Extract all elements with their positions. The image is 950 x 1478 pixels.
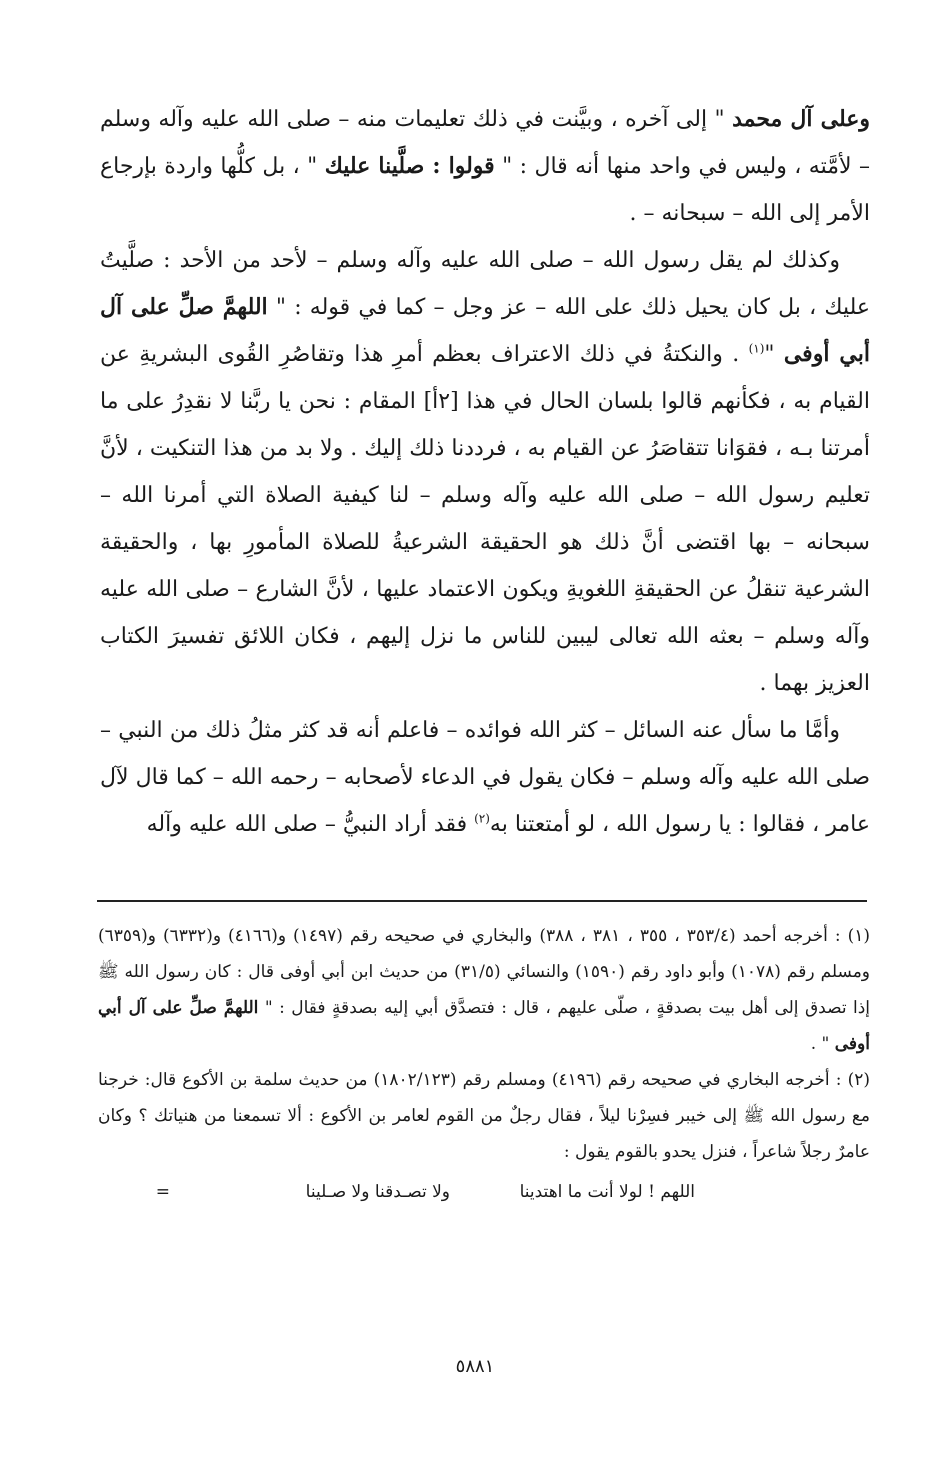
bold-phrase: وعلى آل محمد [732, 106, 871, 132]
verse-first-hemistich: اللهم ! لولا أنت ما اهتدينا [519, 1182, 695, 1202]
paragraph-2 [100, 237, 870, 707]
footnote-1 [98, 918, 870, 1062]
text-run: " . [810, 1034, 835, 1054]
text-run: " [764, 342, 784, 367]
text-run: " ، بل كلُّها واردة بإرجاع الأمر إلى الله – سبحانه – . [100, 154, 870, 226]
text-run: (٢) : أخرجه البخاري في صحيحه رقم (٤١٩٦) ومسلم رقم (١٨٠٢/١٢٣) من حديث سلمة بن الأكوع قال: خرجنا مع رسول الله ﷺ إلى خيبر فسِرْنا ليلاً ، فقال رجلٌ من القوم لعامر بن الأكوع : ألا تسمعنا من هنياتك ؟ وكان عامرٌ رجلاً شاعراً ، فنزل يحدو بالقوم يقول : [98, 1070, 870, 1162]
footnote-divider [97, 900, 867, 902]
bold-phrase: اللهمَّ صلِّ على آل أبي أوفى [98, 998, 870, 1054]
paragraph-1 [100, 96, 870, 237]
poem-verse [98, 1174, 870, 1214]
footnote-2 [98, 1062, 870, 1170]
footnote-ref-1[interactable]: (١) [748, 341, 765, 356]
continuation-mark: = [155, 1182, 170, 1202]
text-run: (١) : أخرجه أحمد (٣٥٣/٤ ، ٣٥٥ ، ٣٨١ ، ٣٨٨) والبخاري في صحيحه رقم (١٤٩٧) و(٤١٦٦) و(٦٣٣٢) و(٦٣٥٩) ومسلم رقم (١٠٧٨) وأبو داود رقم (١٥٩٠) والنسائي (٣١/٥) من حديث ابن أبي أوفى قال : كان رسول الله ﷺ إذا تصدق إلى أهل بيت بصدقةٍ ، صلّى عليهم ، قال : فتصدَّق أبي إليه بصدقةٍ فقال : " [98, 926, 871, 1018]
text-run: وأمَّا ما سأل عنه السائل – كثر الله فوائده – فاعلم أنه قد كثر مثلُ ذلك من النبي – صلى الله عليه وآله وسلم – فكان يقول في الدعاء لأصحابه – رحمه الله – كما قال لآل عامر ، فقالوا : يا رسول الله ، لو أمتعتنا به [100, 718, 871, 837]
text-run: . والنكتةُ في ذلك الاعتراف بعظم أمرِ هذا وتقاصُرِ القُوى البشريةِ عن القيام به ، فكأنهم قالوا بلسان الحال في هذا [٢أ] المقام : نحن يا ربَّنا لا نقدِرُ على ما أمرتنا بـه ، فقوَانا تتقاصَرُ عن القيام به ، فرددنا ذلك إليك . ولا بد من هذا التنكيت ، لأنَّ تعليم رسول الله – صلى الله عليه وآله وسلم – لنا كيفية الصلاة التي أمرنا الله – سبحانه – بها اقتضى أنَّ ذلك هو الحقيقة الشرعيةُ للصلاة المأمورِ بها ، والحقيقة الشرعية تنقلُ عن الحقيقةِ اللغويةِ ويكون الاعتماد عليها ، لأنَّ الشارع – صلى الله عليه وآله وسلم – بعثه الله تعالى ليبين للناس ما نزل إليهم ، فكان اللائق تفسيرَ الكتاب العزيز بهما . [100, 342, 870, 696]
text-run: وكذلك لم يقل رسول الله – صلى الله عليه وآله وسلم – لأحد من الأحد : صلَّيتُ عليك ، بل كان يحيل ذلك على الله – عز وجل – كما في قوله : " [100, 248, 870, 320]
text-run: فقد أراد النبيُّ – صلى الله عليه وآله [146, 812, 475, 837]
text-run: " إلى آخره ، وبيَّنت في ذلك تعليمات منه – صلى الله عليه وآله وسلم – لأمَّته ، وليس في واحد منها أنه قال : " [100, 107, 870, 179]
bold-phrase: اللهمَّ صلِّ على آل أبي أوفى [100, 294, 870, 367]
bold-phrase: قولوا : صلَّينا عليك [324, 153, 495, 179]
footnotes [98, 918, 870, 1214]
paragraph-3 [100, 707, 870, 848]
footnote-ref-2[interactable]: (٢) [474, 811, 490, 826]
page-number: ٥٨٨١ [455, 1356, 495, 1377]
verse-second-hemistich: ولا تصـدقنا ولا صـلينا [305, 1182, 450, 1202]
main-text [100, 96, 870, 848]
